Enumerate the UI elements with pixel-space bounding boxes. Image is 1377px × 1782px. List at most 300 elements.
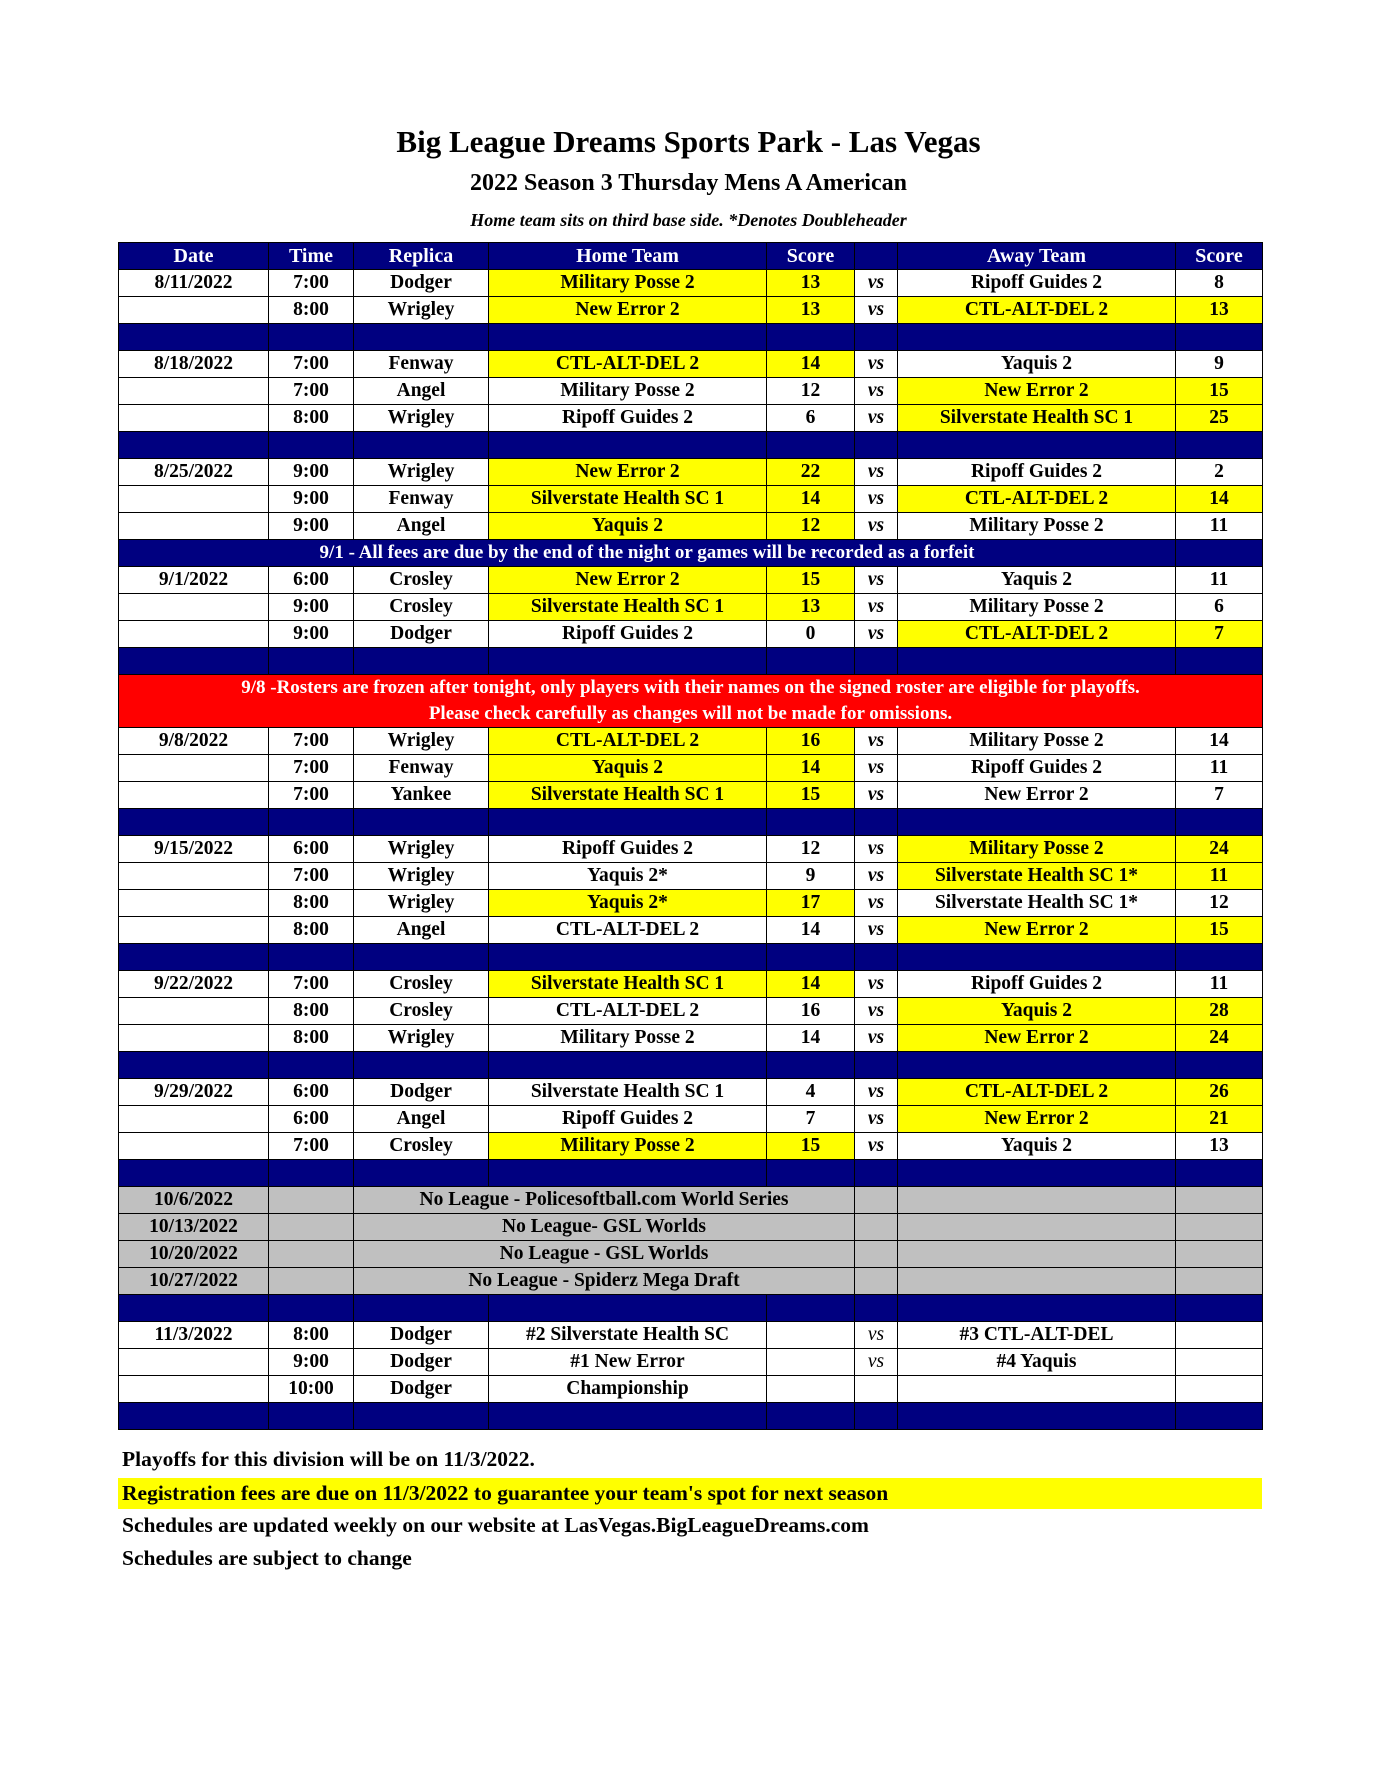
away-team-cell: Ripoff Guides 2 <box>898 270 1176 297</box>
vs-cell: vs <box>855 971 898 998</box>
separator-cell <box>767 944 855 971</box>
home-team-cell: CTL-ALT-DEL 2 <box>489 728 767 755</box>
table-header-row <box>119 243 1263 270</box>
separator-cell <box>119 1403 269 1430</box>
home-team-cell: #1 New Error <box>489 1349 767 1376</box>
separator-cell <box>855 1403 898 1430</box>
home-team-cell: Championship <box>489 1376 767 1403</box>
separator-row <box>119 809 1263 836</box>
col-header-vs <box>855 243 898 270</box>
vs-cell: vs <box>855 890 898 917</box>
away-score-cell: 8 <box>1176 270 1263 297</box>
home-team-cell: Ripoff Guides 2 <box>489 836 767 863</box>
separator-cell <box>269 648 354 675</box>
away-team-cell: Military Posse 2 <box>898 513 1176 540</box>
home-score-cell: 0 <box>767 621 855 648</box>
vs-cell: vs <box>855 998 898 1025</box>
vs-cell: vs <box>855 378 898 405</box>
vs-cell: vs <box>855 1322 898 1349</box>
date-cell: 10/6/2022 <box>119 1187 269 1214</box>
away-score-cell: 11 <box>1176 513 1263 540</box>
separator-cell <box>767 809 855 836</box>
home-score-cell: 12 <box>767 378 855 405</box>
game-row <box>119 971 1263 998</box>
time-cell: 10:00 <box>269 1376 354 1403</box>
notice-spacer <box>1176 540 1263 567</box>
no-league-text: No League - Spiderz Mega Draft <box>354 1268 855 1295</box>
separator-cell <box>354 1052 489 1079</box>
separator-row <box>119 648 1263 675</box>
game-row <box>119 405 1263 432</box>
home-team-cell: New Error 2 <box>489 567 767 594</box>
empty-cell <box>1176 1268 1263 1295</box>
away-score-cell: 15 <box>1176 378 1263 405</box>
time-cell: 6:00 <box>269 567 354 594</box>
notice-row <box>119 540 1263 567</box>
time-cell: 6:00 <box>269 1106 354 1133</box>
separator-cell <box>1176 324 1263 351</box>
date-cell: 8/25/2022 <box>119 459 269 486</box>
away-score-cell: 11 <box>1176 755 1263 782</box>
separator-cell <box>767 1160 855 1187</box>
date-cell <box>119 378 269 405</box>
time-cell: 7:00 <box>269 378 354 405</box>
separator-cell <box>1176 432 1263 459</box>
date-cell <box>119 1106 269 1133</box>
page-title: Big League Dreams Sports Park - Las Vegas <box>396 124 981 159</box>
field-cell: Fenway <box>354 755 489 782</box>
home-score-cell: 14 <box>767 917 855 944</box>
time-cell: 9:00 <box>269 459 354 486</box>
home-team-cell: Ripoff Guides 2 <box>489 405 767 432</box>
empty-cell <box>855 1268 898 1295</box>
date-cell: 9/22/2022 <box>119 971 269 998</box>
away-score-cell: 11 <box>1176 863 1263 890</box>
away-score-cell: 7 <box>1176 782 1263 809</box>
field-cell: Crosley <box>354 971 489 998</box>
empty-cell <box>898 1187 1176 1214</box>
game-row <box>119 486 1263 513</box>
no-league-row <box>119 1214 1263 1241</box>
separator-row <box>119 944 1263 971</box>
game-row <box>119 621 1263 648</box>
time-cell: 7:00 <box>269 351 354 378</box>
separator-cell <box>119 324 269 351</box>
away-score-cell: 15 <box>1176 917 1263 944</box>
away-team-cell: Silverstate Health SC 1* <box>898 863 1176 890</box>
separator-cell <box>354 1295 489 1322</box>
home-team-cell: New Error 2 <box>489 297 767 324</box>
field-cell: Wrigley <box>354 836 489 863</box>
date-cell <box>119 755 269 782</box>
empty-cell <box>898 1268 1176 1295</box>
away-score-cell: 13 <box>1176 1133 1263 1160</box>
field-cell: Wrigley <box>354 863 489 890</box>
separator-cell <box>269 809 354 836</box>
empty-cell <box>898 1214 1176 1241</box>
field-cell: Crosley <box>354 998 489 1025</box>
separator-cell <box>767 324 855 351</box>
separator-cell <box>489 1160 767 1187</box>
date-cell <box>119 486 269 513</box>
time-cell: 8:00 <box>269 297 354 324</box>
separator-row <box>119 1160 1263 1187</box>
vs-cell: vs <box>855 1025 898 1052</box>
separator-cell <box>489 1403 767 1430</box>
date-cell: 10/27/2022 <box>119 1268 269 1295</box>
away-score-cell: 14 <box>1176 486 1263 513</box>
away-score-cell: 9 <box>1176 351 1263 378</box>
away-score-cell: 11 <box>1176 567 1263 594</box>
empty-cell <box>898 1241 1176 1268</box>
away-score-cell <box>1176 1349 1263 1376</box>
field-cell: Wrigley <box>354 459 489 486</box>
separator-cell <box>269 1403 354 1430</box>
separator-cell <box>269 324 354 351</box>
home-score-cell: 6 <box>767 405 855 432</box>
separator-cell <box>855 1052 898 1079</box>
vs-cell: vs <box>855 486 898 513</box>
empty-cell <box>269 1187 354 1214</box>
home-team-cell: New Error 2 <box>489 459 767 486</box>
time-cell: 9:00 <box>269 486 354 513</box>
home-team-cell: Military Posse 2 <box>489 1025 767 1052</box>
schedule-table <box>118 242 1263 1430</box>
game-row <box>119 890 1263 917</box>
alert-line-2: Please check carefully as changes will not be made for omissions. <box>428 703 953 724</box>
empty-cell <box>269 1214 354 1241</box>
date-cell <box>119 594 269 621</box>
separator-cell <box>354 648 489 675</box>
separator-cell <box>1176 1160 1263 1187</box>
away-team-cell: Ripoff Guides 2 <box>898 755 1176 782</box>
separator-cell <box>898 809 1176 836</box>
time-cell: 8:00 <box>269 998 354 1025</box>
date-cell: 10/20/2022 <box>119 1241 269 1268</box>
separator-cell <box>354 809 489 836</box>
separator-cell <box>855 432 898 459</box>
separator-cell <box>898 944 1176 971</box>
col-header-home-team: Home Team <box>489 243 767 270</box>
empty-cell <box>269 1268 354 1295</box>
game-row <box>119 351 1263 378</box>
vs-cell: vs <box>855 459 898 486</box>
no-league-row <box>119 1241 1263 1268</box>
game-row <box>119 1079 1263 1106</box>
vs-cell: vs <box>855 1079 898 1106</box>
separator-cell <box>119 1052 269 1079</box>
away-team-cell: Silverstate Health SC 1 <box>898 405 1176 432</box>
separator-cell <box>489 648 767 675</box>
separator-cell <box>855 1160 898 1187</box>
home-team-cell: Military Posse 2 <box>489 1133 767 1160</box>
vs-cell: vs <box>855 405 898 432</box>
home-score-cell <box>767 1376 855 1403</box>
date-cell <box>119 1133 269 1160</box>
separator-cell <box>269 944 354 971</box>
separator-cell <box>1176 1052 1263 1079</box>
time-cell: 9:00 <box>269 621 354 648</box>
home-team-cell: Military Posse 2 <box>489 270 767 297</box>
vs-cell: vs <box>855 1349 898 1376</box>
away-score-cell: 24 <box>1176 836 1263 863</box>
vs-cell: vs <box>855 594 898 621</box>
time-cell: 9:00 <box>269 513 354 540</box>
away-score-cell: 12 <box>1176 890 1263 917</box>
field-cell: Yankee <box>354 782 489 809</box>
time-cell: 7:00 <box>269 270 354 297</box>
home-score-cell: 9 <box>767 863 855 890</box>
away-score-cell: 21 <box>1176 1106 1263 1133</box>
home-score-cell: 14 <box>767 486 855 513</box>
separator-cell <box>354 944 489 971</box>
alert-line-1: 9/8 -Rosters are frozen after tonight, only players with their names on the signed roster are eligible for playoffs. <box>241 677 1140 698</box>
home-score-cell <box>767 1322 855 1349</box>
separator-cell <box>119 809 269 836</box>
home-score-cell: 14 <box>767 971 855 998</box>
date-cell <box>119 1349 269 1376</box>
playoffs-note: Playoffs for this division will be on 11/3/2022. <box>122 1447 535 1471</box>
home-team-cell: Ripoff Guides 2 <box>489 1106 767 1133</box>
game-row <box>119 594 1263 621</box>
away-team-cell: Yaquis 2 <box>898 998 1176 1025</box>
away-score-cell: 7 <box>1176 621 1263 648</box>
game-row <box>119 513 1263 540</box>
away-score-cell: 6 <box>1176 594 1263 621</box>
home-team-cell: CTL-ALT-DEL 2 <box>489 998 767 1025</box>
separator-cell <box>269 1295 354 1322</box>
away-team-cell: Yaquis 2 <box>898 351 1176 378</box>
date-cell: 9/15/2022 <box>119 836 269 863</box>
home-team-cell: Yaquis 2* <box>489 890 767 917</box>
empty-cell <box>855 1241 898 1268</box>
home-score-cell: 15 <box>767 782 855 809</box>
separator-cell <box>354 1160 489 1187</box>
away-score-cell: 24 <box>1176 1025 1263 1052</box>
game-row <box>119 863 1263 890</box>
time-cell: 9:00 <box>269 1349 354 1376</box>
empty-cell <box>855 1187 898 1214</box>
schedule-body <box>119 243 1263 1430</box>
empty-cell <box>1176 1241 1263 1268</box>
vs-cell: vs <box>855 297 898 324</box>
separator-cell <box>855 944 898 971</box>
separator-cell <box>354 324 489 351</box>
home-score-cell: 16 <box>767 728 855 755</box>
away-team-cell: CTL-ALT-DEL 2 <box>898 621 1176 648</box>
separator-cell <box>119 648 269 675</box>
game-row <box>119 836 1263 863</box>
vs-cell: vs <box>855 755 898 782</box>
field-cell: Crosley <box>354 567 489 594</box>
home-team-cell: Silverstate Health SC 1 <box>489 971 767 998</box>
home-team-cell: Military Posse 2 <box>489 378 767 405</box>
away-team-cell <box>898 1376 1176 1403</box>
playoff-row <box>119 1349 1263 1376</box>
separator-cell <box>767 1295 855 1322</box>
home-score-cell: 13 <box>767 297 855 324</box>
away-team-cell: New Error 2 <box>898 917 1176 944</box>
game-row <box>119 567 1263 594</box>
no-league-text: No League - Policesoftball.com World Series <box>354 1187 855 1214</box>
col-header-time: Time <box>269 243 354 270</box>
field-cell: Crosley <box>354 594 489 621</box>
field-cell: Dodger <box>354 1349 489 1376</box>
col-header-replica: Replica <box>354 243 489 270</box>
away-score-cell <box>1176 1376 1263 1403</box>
separator-cell <box>898 1160 1176 1187</box>
separator-cell <box>855 324 898 351</box>
time-cell: 7:00 <box>269 1133 354 1160</box>
vs-cell: vs <box>855 1106 898 1133</box>
away-team-cell: New Error 2 <box>898 782 1176 809</box>
away-team-cell: CTL-ALT-DEL 2 <box>898 1079 1176 1106</box>
separator-row <box>119 1295 1263 1322</box>
date-cell <box>119 890 269 917</box>
game-row <box>119 1133 1263 1160</box>
field-cell: Wrigley <box>354 405 489 432</box>
home-team-cell: Ripoff Guides 2 <box>489 621 767 648</box>
field-cell: Angel <box>354 378 489 405</box>
field-cell: Dodger <box>354 1322 489 1349</box>
time-cell: 8:00 <box>269 917 354 944</box>
separator-cell <box>1176 944 1263 971</box>
away-team-cell: Yaquis 2 <box>898 1133 1176 1160</box>
date-cell: 9/8/2022 <box>119 728 269 755</box>
separator-cell <box>119 944 269 971</box>
date-cell <box>119 863 269 890</box>
separator-cell <box>119 1160 269 1187</box>
col-header-away-team: Away Team <box>898 243 1176 270</box>
vs-cell: vs <box>855 567 898 594</box>
away-score-cell: 14 <box>1176 728 1263 755</box>
away-team-cell: Military Posse 2 <box>898 728 1176 755</box>
field-cell: Dodger <box>354 270 489 297</box>
alert-cell <box>119 675 1263 728</box>
separator-cell <box>489 324 767 351</box>
separator-row <box>119 324 1263 351</box>
away-team-cell: New Error 2 <box>898 1025 1176 1052</box>
home-score-cell: 15 <box>767 1133 855 1160</box>
separator-cell <box>898 432 1176 459</box>
away-score-cell: 28 <box>1176 998 1263 1025</box>
home-score-cell: 17 <box>767 890 855 917</box>
time-cell: 8:00 <box>269 890 354 917</box>
date-cell: 9/1/2022 <box>119 567 269 594</box>
field-cell: Wrigley <box>354 890 489 917</box>
away-team-cell: #3 CTL-ALT-DEL <box>898 1322 1176 1349</box>
date-cell: 11/3/2022 <box>119 1322 269 1349</box>
field-cell: Wrigley <box>354 728 489 755</box>
registration-note: Registration fees are due on 11/3/2022 to guarantee your team's spot for next season <box>118 1478 1262 1509</box>
time-cell: 6:00 <box>269 836 354 863</box>
separator-cell <box>855 1295 898 1322</box>
time-cell: 8:00 <box>269 1025 354 1052</box>
change-note: Schedules are subject to change <box>122 1546 412 1570</box>
home-score-cell: 13 <box>767 270 855 297</box>
time-cell: 7:00 <box>269 782 354 809</box>
separator-cell <box>269 1160 354 1187</box>
away-team-cell: New Error 2 <box>898 1106 1176 1133</box>
home-team-cell: Yaquis 2* <box>489 863 767 890</box>
separator-cell <box>767 648 855 675</box>
separator-cell <box>354 432 489 459</box>
time-cell: 8:00 <box>269 1322 354 1349</box>
field-cell: Crosley <box>354 1133 489 1160</box>
date-cell <box>119 1376 269 1403</box>
col-header-away-score: Score <box>1176 243 1263 270</box>
away-team-cell: #4 Yaquis <box>898 1349 1176 1376</box>
field-cell: Angel <box>354 1106 489 1133</box>
separator-cell <box>119 432 269 459</box>
playoff-row <box>119 1376 1263 1403</box>
away-team-cell: Military Posse 2 <box>898 836 1176 863</box>
vs-cell <box>855 1376 898 1403</box>
home-score-cell: 15 <box>767 567 855 594</box>
separator-cell <box>767 1052 855 1079</box>
field-cell: Fenway <box>354 351 489 378</box>
date-cell <box>119 1025 269 1052</box>
home-score-cell: 13 <box>767 594 855 621</box>
col-header-date: Date <box>119 243 269 270</box>
game-row <box>119 270 1263 297</box>
col-header-home-score: Score <box>767 243 855 270</box>
separator-cell <box>767 1403 855 1430</box>
separator-cell <box>489 809 767 836</box>
no-league-row <box>119 1187 1263 1214</box>
home-score-cell: 14 <box>767 755 855 782</box>
vs-cell: vs <box>855 863 898 890</box>
game-row <box>119 297 1263 324</box>
vs-cell: vs <box>855 728 898 755</box>
separator-cell <box>898 1052 1176 1079</box>
field-cell: Angel <box>354 513 489 540</box>
vs-cell: vs <box>855 270 898 297</box>
no-league-text: No League- GSL Worlds <box>354 1214 855 1241</box>
game-row <box>119 728 1263 755</box>
separator-cell <box>898 324 1176 351</box>
separator-row <box>119 1052 1263 1079</box>
home-team-cell: Silverstate Health SC 1 <box>489 594 767 621</box>
home-score-cell: 22 <box>767 459 855 486</box>
separator-cell <box>269 432 354 459</box>
time-cell: 8:00 <box>269 405 354 432</box>
away-team-cell: CTL-ALT-DEL 2 <box>898 297 1176 324</box>
away-team-cell: CTL-ALT-DEL 2 <box>898 486 1176 513</box>
game-row <box>119 782 1263 809</box>
away-team-cell: Ripoff Guides 2 <box>898 459 1176 486</box>
separator-cell <box>489 1295 767 1322</box>
away-score-cell: 25 <box>1176 405 1263 432</box>
date-cell: 8/11/2022 <box>119 270 269 297</box>
vs-cell: vs <box>855 351 898 378</box>
separator-cell <box>489 1052 767 1079</box>
schedule-note: Home team sits on third base side. *Denotes Doubleheader <box>470 210 907 230</box>
field-cell: Wrigley <box>354 297 489 324</box>
home-score-cell: 14 <box>767 1025 855 1052</box>
home-score-cell: 12 <box>767 836 855 863</box>
field-cell: Wrigley <box>354 1025 489 1052</box>
away-score-cell: 11 <box>1176 971 1263 998</box>
home-score-cell: 4 <box>767 1079 855 1106</box>
separator-cell <box>354 1403 489 1430</box>
home-team-cell: Yaquis 2 <box>489 513 767 540</box>
date-cell <box>119 405 269 432</box>
separator-cell <box>767 432 855 459</box>
empty-cell <box>1176 1187 1263 1214</box>
separator-cell <box>269 1052 354 1079</box>
away-team-cell: Yaquis 2 <box>898 567 1176 594</box>
